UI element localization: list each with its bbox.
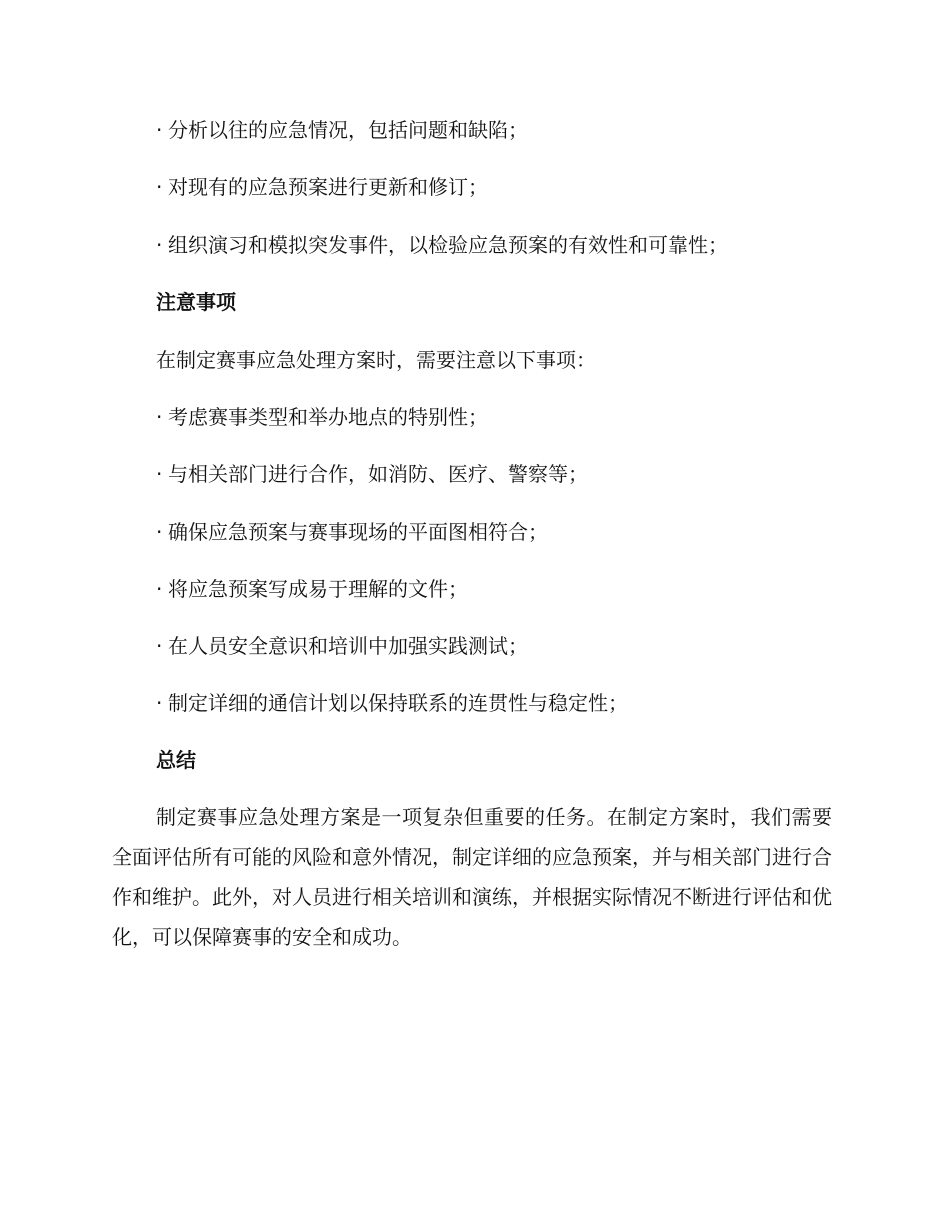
bullet-marker: · <box>156 175 163 199</box>
list-item-text: 考虑赛事类型和举办地点的特别性； <box>168 405 488 429</box>
list-item <box>156 460 588 488</box>
section-heading-notes: 注意事项 <box>156 290 236 314</box>
list-item-text: 制定详细的通信计划以保持联系的连贯性与稳定性； <box>168 691 628 715</box>
bullet-marker: · <box>156 462 163 486</box>
bullet-marker: · <box>156 577 163 601</box>
list-item <box>156 518 548 546</box>
list-item <box>156 116 528 144</box>
bullet-marker: · <box>156 405 163 429</box>
list-item <box>156 403 488 431</box>
bullet-marker: · <box>156 691 163 715</box>
list-item <box>156 231 728 259</box>
bullet-marker: · <box>156 233 163 257</box>
list-item-text: 确保应急预案与赛事现场的平面图相符合； <box>168 520 548 544</box>
list-item <box>156 575 468 603</box>
list-item-text: 对现有的应急预案进行更新和修订； <box>168 175 488 199</box>
bullet-marker: · <box>156 118 163 142</box>
bullet-marker: · <box>156 634 163 658</box>
bullet-marker: · <box>156 520 163 544</box>
summary-paragraph: 制定赛事应急处理方案是一项复杂但重要的任务。在制定方案时，我们需要全面评估所有可能的风险和意外情况，制定详细的应急预案，并与相关部门进行合作和维护。此外，对人员进行相关培训和演练，并根据实际情况不断进行评估和优化，可以保障赛事的安全和成功。 <box>112 805 832 949</box>
list-item <box>156 632 528 660</box>
notes-intro: 在制定赛事应急处理方案时，需要注意以下事项： <box>156 348 596 372</box>
list-item-text: 分析以往的应急情况，包括问题和缺陷； <box>168 118 528 142</box>
list-item-text: 在人员安全意识和培训中加强实践测试； <box>168 634 528 658</box>
list-item-text: 将应急预案写成易于理解的文件； <box>168 577 468 601</box>
list-item <box>156 689 628 717</box>
list-item-text: 组织演习和模拟突发事件，以检验应急预案的有效性和可靠性； <box>168 233 728 257</box>
section-heading-summary: 总结 <box>156 748 196 772</box>
list-item-text: 与相关部门进行合作，如消防、医疗、警察等； <box>168 462 588 486</box>
list-item <box>156 173 488 201</box>
